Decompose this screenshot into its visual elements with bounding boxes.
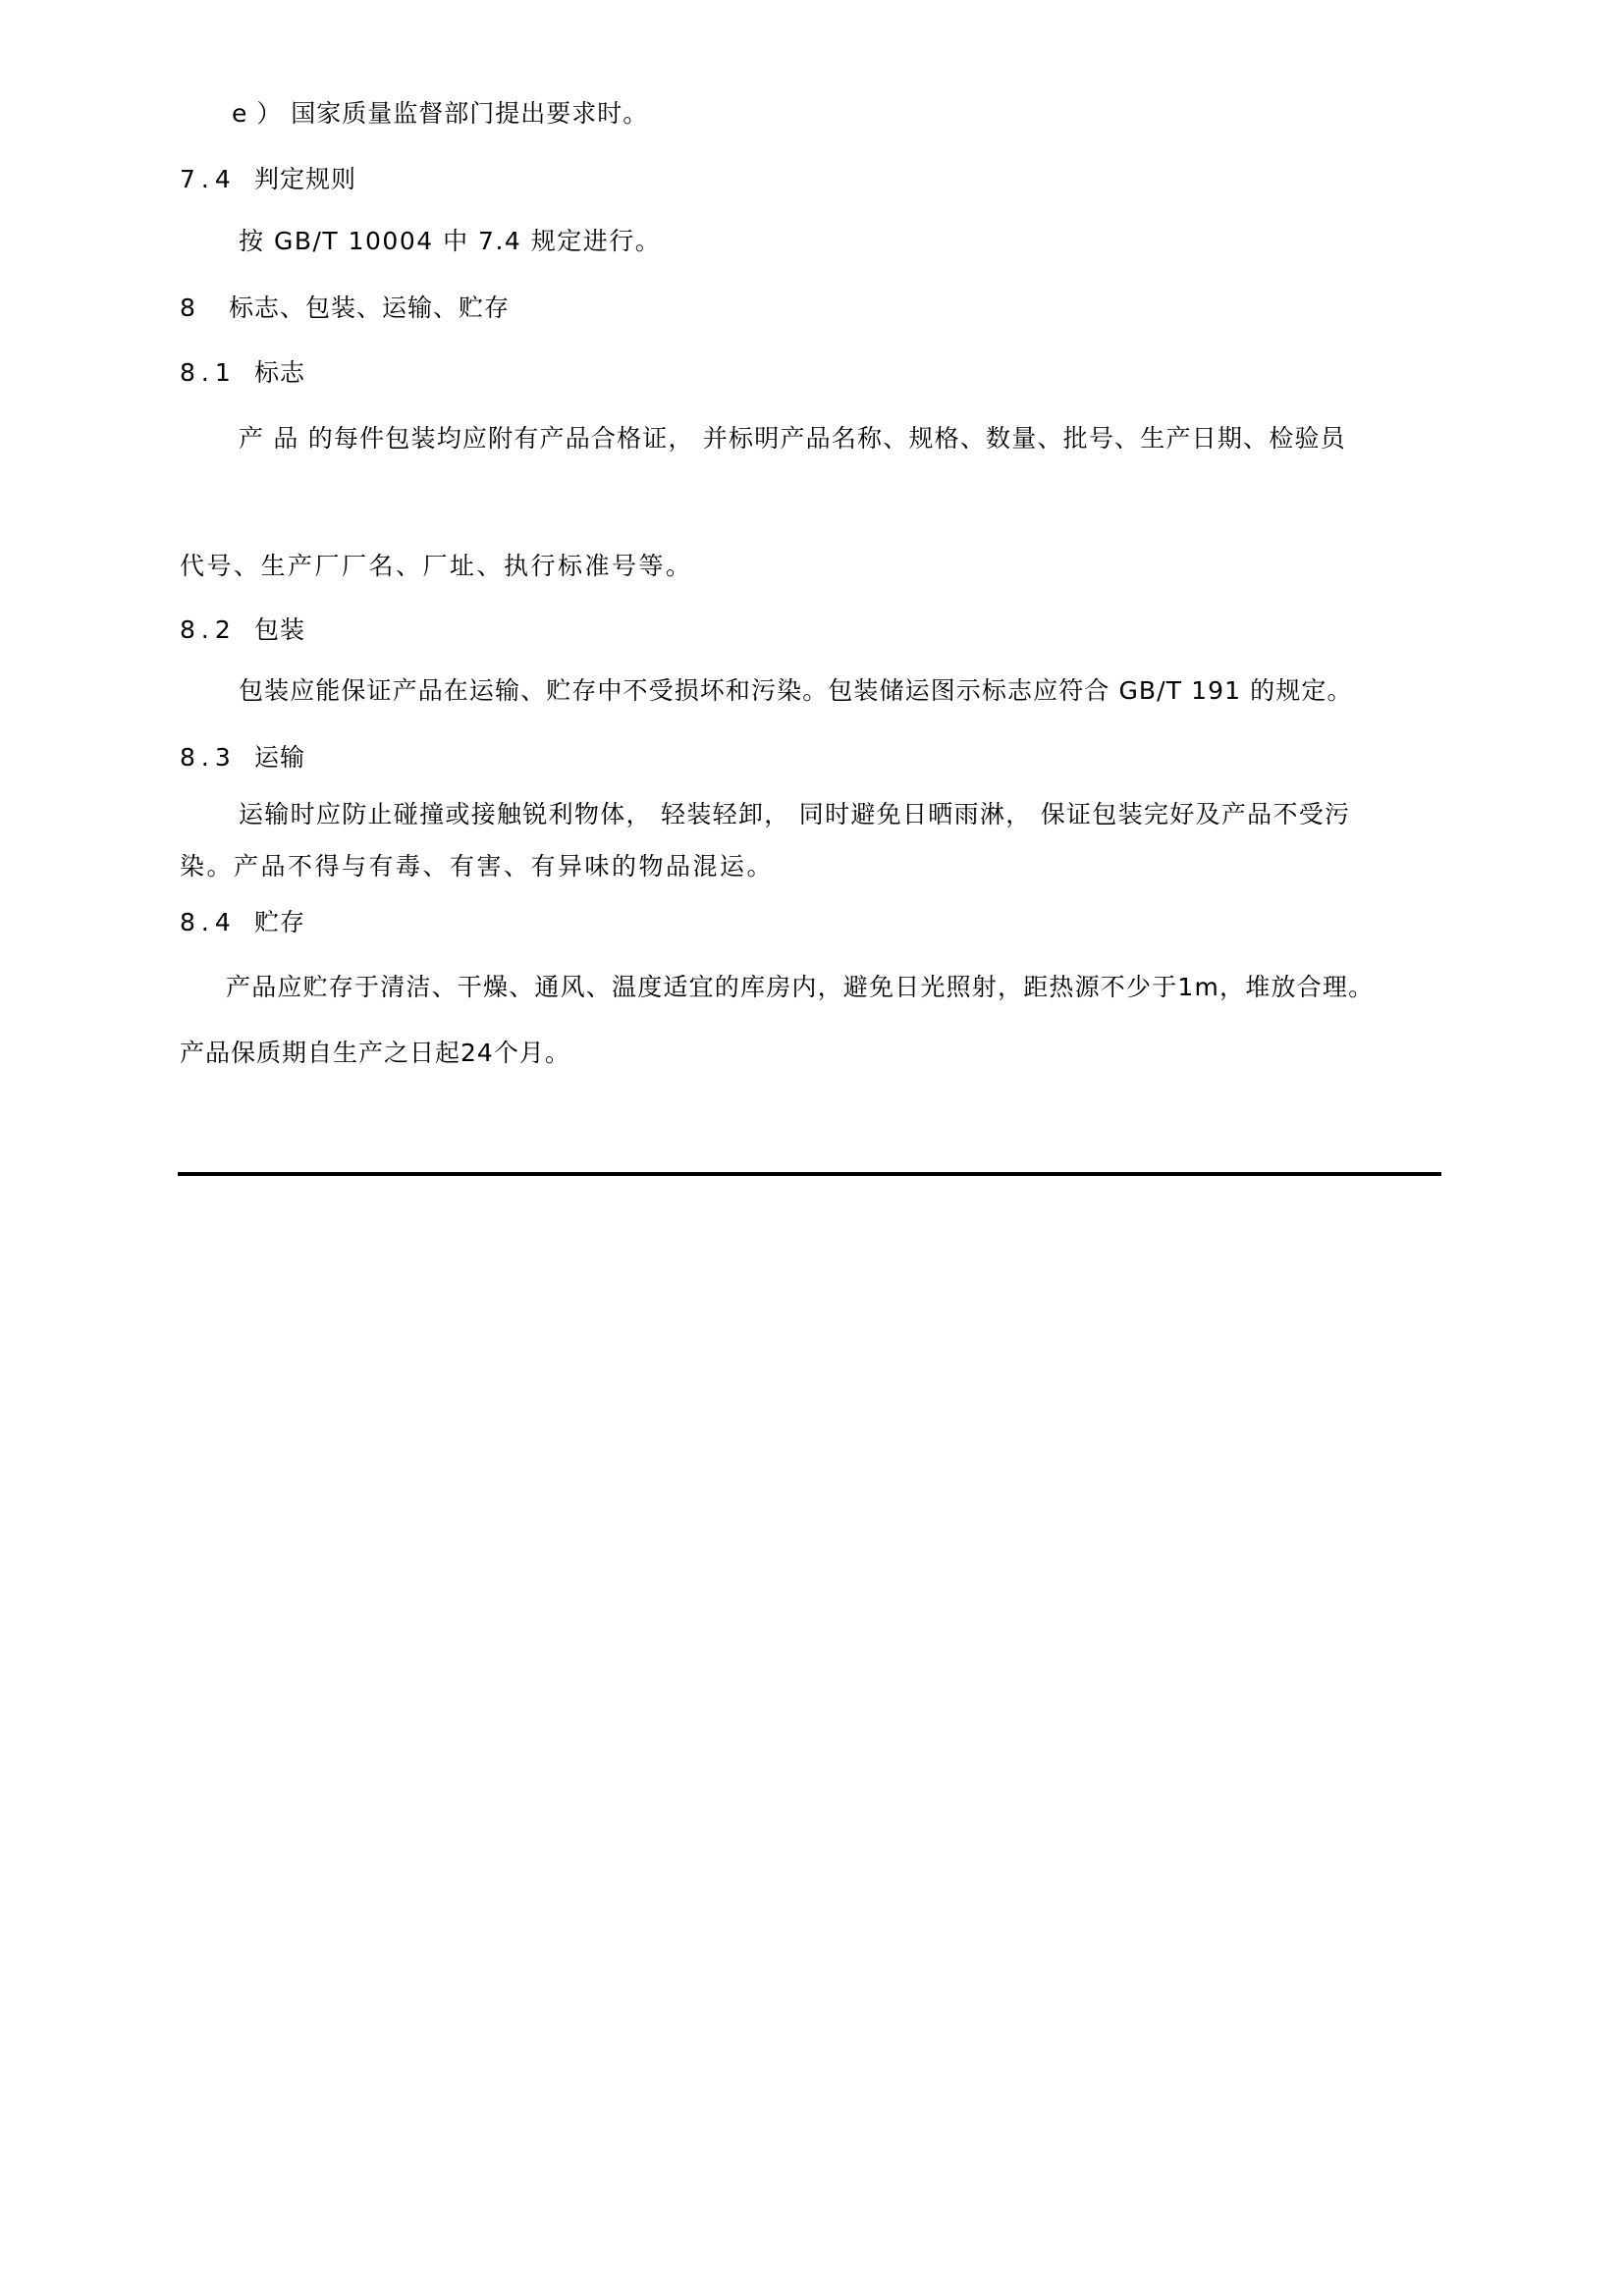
paragraph-8-4-line-1: 产品应贮存于清洁、干燥、通风、温度适宜的库房内，避免日光照射，距热源不少于1m，堆放合理。: [226, 973, 1375, 1001]
paragraph-8-4-line-2: 产品保质期自生产之日起24个月。: [180, 1039, 570, 1067]
list-item-e: e ） 国家质量监督部门提出要求时。: [232, 99, 649, 128]
heading-8-1: [180, 357, 305, 389]
section-title: 包装: [254, 615, 306, 644]
section-title: 运输: [254, 743, 306, 772]
section-title: 判定规则: [254, 165, 357, 193]
section-number: 8.1: [180, 358, 237, 387]
section-number: 8: [180, 294, 201, 322]
section-number: 8.3: [180, 743, 237, 772]
section-title: 标志: [254, 358, 306, 387]
heading-8-2: [180, 614, 305, 646]
paragraph-8-3-line-1: 运输时应防止碰撞或接触锐利物体， 轻装轻卸， 同时避免日晒雨淋， 保证包装完好及产品不受污: [239, 800, 1351, 828]
heading-7-4: [180, 164, 356, 195]
section-title: 标志、包装、运输、贮存: [229, 294, 511, 322]
heading-8: [180, 293, 510, 324]
section-number: 8.2: [180, 615, 237, 644]
section-number: 8.4: [180, 908, 237, 936]
paragraph-8-3-line-2: 染。产品不得与有毒、有害、有异味的物品混运。: [180, 852, 775, 881]
paragraph-7-4: 按 GB/T 10004 中 7.4 规定进行。: [239, 227, 662, 255]
paragraph-8-1-line-1: 产 品 的每件包装均应附有产品合格证， 并标明产品名称、规格、数量、批号、生产日期、检验员: [239, 424, 1346, 453]
paragraph-8-1-line-2: 代号、生产厂厂名、厂址、执行标准号等。: [180, 552, 693, 580]
heading-8-3: [180, 742, 305, 774]
heading-8-4: [180, 907, 305, 938]
paragraph-8-2: 包装应能保证产品在运输、贮存中不受损坏和污染。包装储运图示标志应符合 GB/T 191 的规定。: [239, 676, 1353, 705]
section-title: 贮存: [254, 908, 306, 936]
section-number: 7.4: [180, 165, 237, 193]
end-rule: [178, 1172, 1441, 1176]
